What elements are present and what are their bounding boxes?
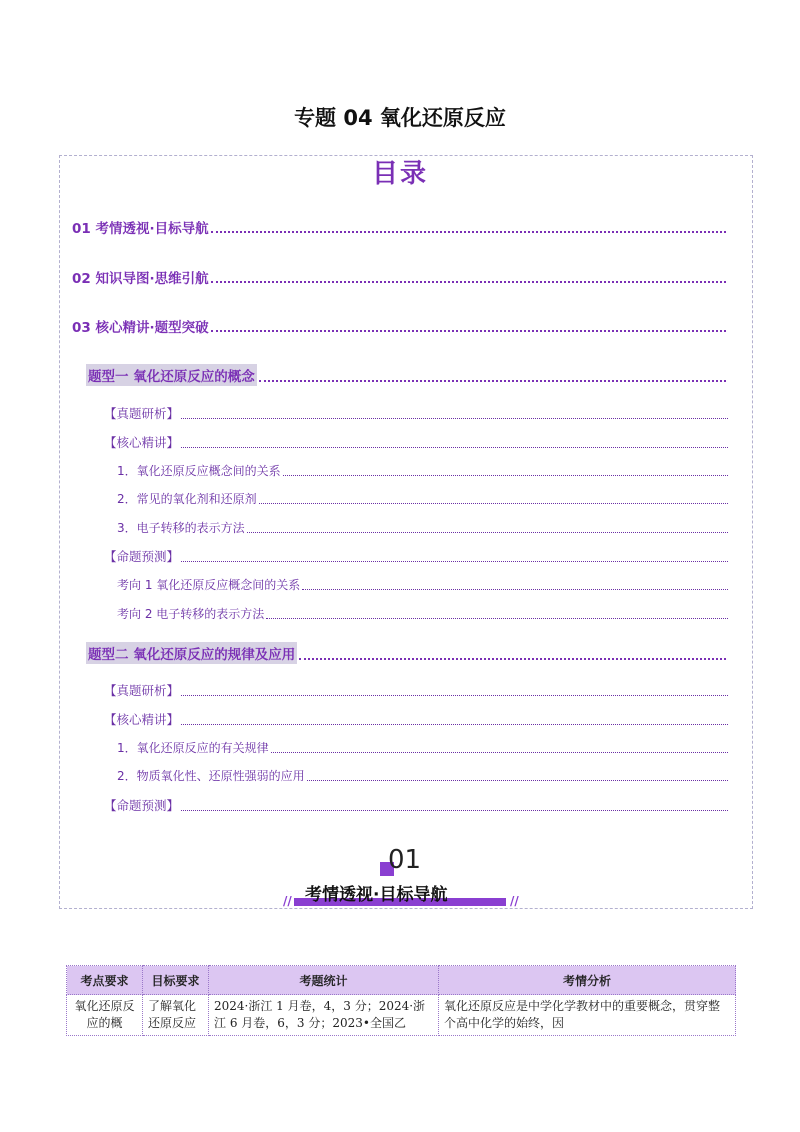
toc-item-type2-hexin[interactable]: 【核心精讲】: [104, 710, 728, 728]
toc-item-type1-yuce[interactable]: 【命题预测】: [104, 547, 728, 565]
toc-item-type1-hexin[interactable]: 【核心精讲】: [104, 433, 728, 451]
header-mubiao: 目标要求: [143, 966, 209, 995]
document-title: 专题 04 氧化还原反应: [294, 106, 506, 130]
banner-slash-left: //: [283, 894, 292, 908]
section-number: 01: [388, 845, 422, 875]
toc-item-zhishi[interactable]: 02 知识导图·思维引航: [72, 267, 726, 287]
toc-item-type2-point1[interactable]: 1．氧化还原反应的有关规律: [117, 739, 728, 756]
toc-item-type1-kaoxiang2[interactable]: 考向 2 电子转移的表示方法: [117, 605, 728, 622]
toc-item-type2[interactable]: 题型二 氧化还原反应的规律及应用: [86, 642, 726, 664]
header-kaoti: 考题统计: [209, 966, 439, 995]
table-header-row: [67, 966, 736, 995]
banner-slash-right: //: [510, 894, 519, 908]
cell-kaoqing: 氧化还原反应是中学化学教材中的重要概念，贯穿整个高中化学的始终，因: [439, 995, 736, 1036]
toc-item-kaoqing[interactable]: 01 考情透视·目标导航: [72, 217, 726, 237]
table-row: [67, 995, 736, 1036]
cell-kaoti: 2024·浙江 1 月卷，4，3 分；2024·浙江 6 月卷，6，3 分；2023•全国乙: [209, 995, 439, 1036]
toc-item-type2-point2[interactable]: 2．物质氧化性、还原性强弱的应用: [117, 767, 728, 784]
cell-mubiao: 了解氧化还原反应: [143, 995, 209, 1036]
section-title: 考情透视·目标导航: [305, 885, 448, 905]
toc-item-type1-point1[interactable]: 1．氧化还原反应概念间的关系: [117, 462, 728, 479]
toc-item-type1-kaoxiang1[interactable]: 考向 1 氧化还原反应概念间的关系: [117, 576, 728, 593]
header-kaoqing: 考情分析: [439, 966, 736, 995]
toc-item-type1[interactable]: 题型一 氧化还原反应的概念: [86, 364, 726, 386]
toc-item-hexin[interactable]: 03 核心精讲·题型突破: [72, 316, 726, 336]
toc-item-type1-point2[interactable]: 2．常见的氧化剂和还原剂: [117, 490, 728, 507]
toc-item-type1-point3[interactable]: 3．电子转移的表示方法: [117, 519, 728, 536]
toc-item-type2-yuce[interactable]: 【命题预测】: [104, 796, 728, 814]
toc-heading: 目录: [371, 159, 428, 189]
header-kaodian: 考点要求: [67, 966, 143, 995]
toc-item-type1-zhenti[interactable]: 【真题研析】: [104, 404, 728, 422]
toc-item-type2-zhenti[interactable]: 【真题研析】: [104, 681, 728, 699]
cell-kaodian: 氧化还原反应的概: [67, 995, 143, 1036]
exam-analysis-table: [66, 965, 736, 1036]
